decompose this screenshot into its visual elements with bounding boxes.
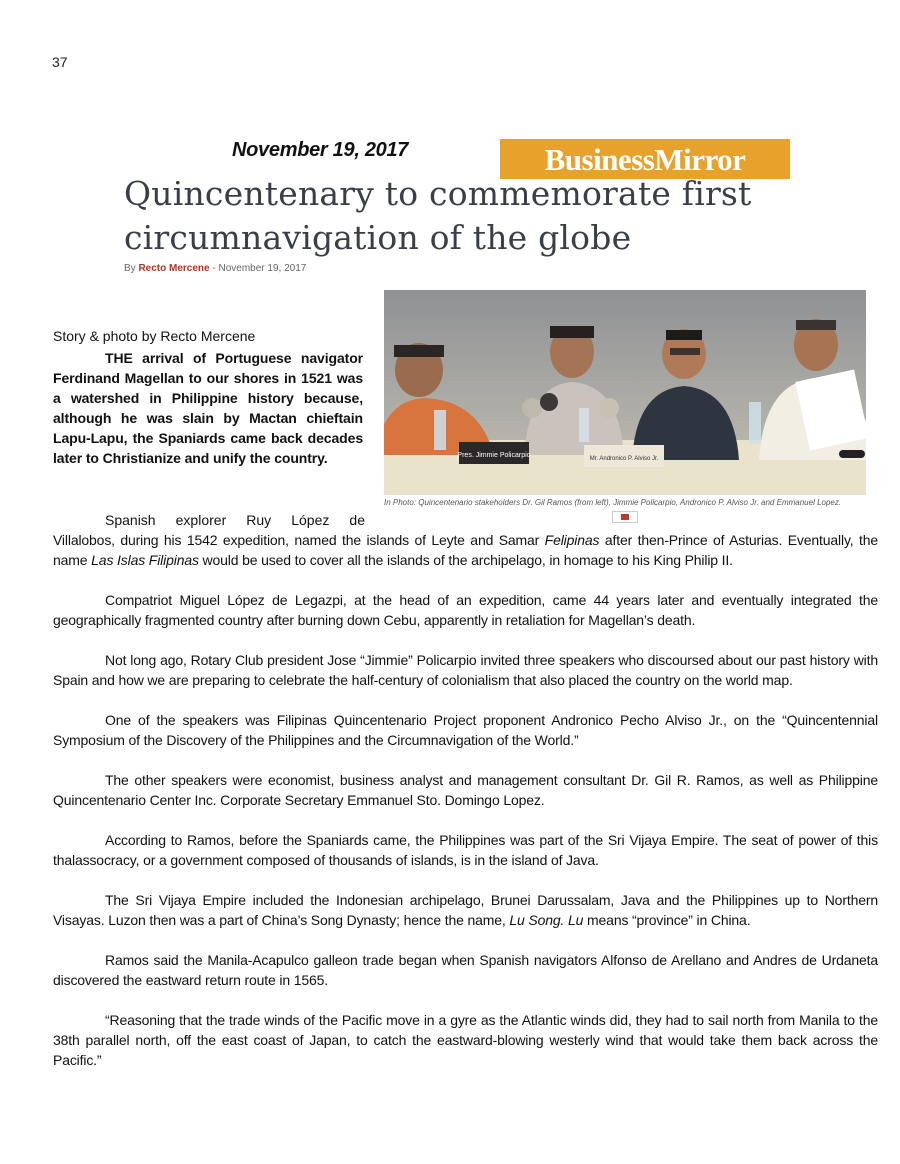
paragraph-1-start: Spanish explorer Ruy López de <box>105 512 365 528</box>
byline-separator: - <box>212 263 216 274</box>
paragraph-7 <box>53 890 878 930</box>
paragraph-6: According to Ramos, before the Spaniards came, the Philippines was part of the Sri Vijaya Empire. The seat of power of this thalassocracy, or a government composed of thousands of islands, is in the island of Java. <box>53 832 878 868</box>
page-number: 37 <box>52 54 68 70</box>
byline-prefix: By <box>124 263 136 274</box>
paragraph-4: One of the speakers was Filipinas Quincentenario Project proponent Andronico Pecho Alviso Jr., on the “Quincentennial Symposium of the Discovery of the Philippines and the Circumnavigation of the World.” <box>53 712 878 748</box>
photo-caption: In Photo: Quincentenario stakeholders Dr. Gil Ramos (from left), Jimmie Policarpio, Andronico P. Alviso Jr. and Emmanuel Lopez. <box>384 498 842 507</box>
p7-italic: Lu Song. Lu <box>509 912 584 928</box>
p1-text-b: after then-Prince of Asturias. Eventually, the name <box>53 532 878 568</box>
paragraph-5: The other speakers were economist, business analyst and management consultant Dr. Gil R. Ramos, as well as Philippine Quincentenario Center Inc. Corporate Secretary Emmanuel Sto. Domingo Lopez. <box>53 772 878 808</box>
paragraph-2: Compatriot Miguel López de Legazpi, at the head of an expedition, came 44 years later and eventually integrated the geographically fragmented country after burning down Cebu, apparently in retaliation for Magellan’s death. <box>53 592 878 628</box>
byline-author: Recto Mercene <box>138 263 210 274</box>
article-photo <box>384 290 866 495</box>
paragraph-9: “Reasoning that the trade winds of the Pacific move in a gyre as the Atlantic winds did, they had to sail north from Manila to the 38th parallel north, off the east coast of Japan, to catch the eastward-blowing westerly wind that would take them back across the Pacific.” <box>53 1012 878 1068</box>
p7-end: means “province” in China. <box>583 912 751 928</box>
paragraph-3: Not long ago, Rotary Club president Jose “Jimmie” Policarpio invited three speakers who discoursed about our past history with Spain and how we are preparing to celebrate the half-century of colonialism that also placed the country on the world map. <box>53 652 878 688</box>
headline: Quincentenary to commemorate first circumnavigation of the globe <box>124 174 752 257</box>
byline <box>124 263 306 274</box>
p7-text: The Sri Vijaya Empire included the Indonesian archipelago, Brunei Darussalam, Java and the Philippines up to Northern Visayas. Luzon then was a part of China’s Song Dynasty; hence the name, <box>53 892 878 928</box>
article-date: November 19, 2017 <box>232 139 409 161</box>
p1-italic-a: Felipinas <box>544 532 600 548</box>
p1-text-a: Villalobos, during his 1542 expedition, named the islands of Leyte and Samar <box>53 532 545 548</box>
photo-illustration <box>384 290 866 495</box>
article-body <box>53 530 878 1090</box>
nameplate-1: Pres. Jimmie Policarpio <box>457 452 531 459</box>
paragraph-1-continued <box>53 530 878 570</box>
nameplate-2: Mr. Andronico P. Alviso Jr. <box>589 456 659 462</box>
lead-paragraph: THE arrival of Portuguese navigator Ferdinand Magellan to our shores in 1521 was a watershed in Philippine history because, although he was slain by Mactan chieftain Lapu-Lapu, the Spaniards came back decades later to Christianize and unify the country. <box>53 350 363 466</box>
byline-date: November 19, 2017 <box>218 263 307 274</box>
share-badge-icon <box>612 511 638 523</box>
p1-text-c: would be used to cover all the islands of the archipelago, in homage to his King Philip II. <box>198 552 733 568</box>
story-credit: Story & photo by Recto Mercene <box>53 328 256 344</box>
p1-italic-b: Las Islas Filipinas <box>91 552 199 568</box>
publication-logo: BusinessMirror <box>500 139 790 179</box>
paragraph-8: Ramos said the Manila-Acapulco galleon trade began when Spanish navigators Alfonso de Arellano and Andres de Urdaneta discovered the eastward return route in 1565. <box>53 952 878 988</box>
